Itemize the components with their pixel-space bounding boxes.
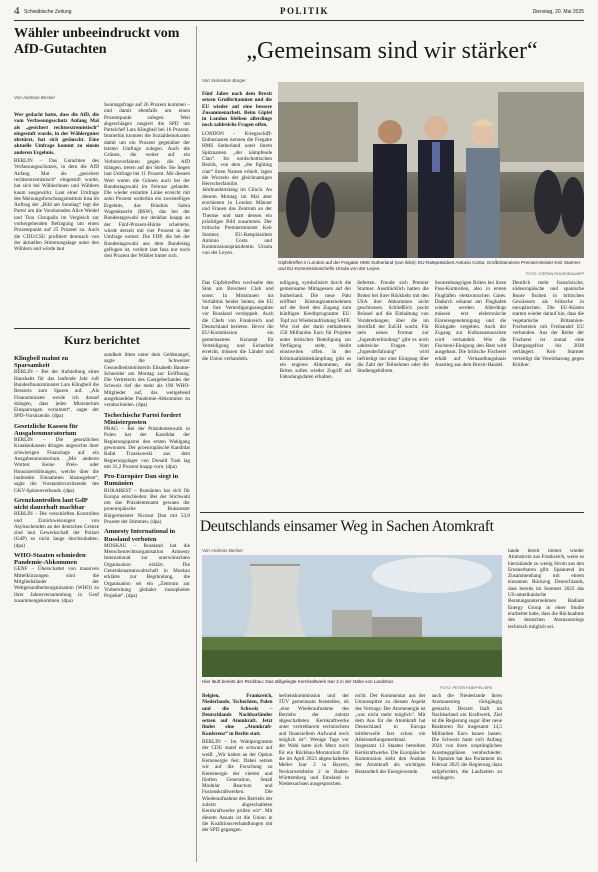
kurz-item-title: WHO-Staaten schmieden Pandemie-Abkommen <box>14 552 86 567</box>
kurz-item-text: sundheit litten unter dem Geldmangel, sagte die Schweizer Gesundheitsministerin Elisabeth Baume-Schneider am Montag zur Eröffnung. Die Vertreterin des Gastgeberlandes der Schweiz rief die mehr als 190 WHO-Mitglieder auf, das weitgehend ausgehandelte Pandemie-Abkommen zu verabschieden. (dpa) <box>104 352 190 409</box>
summit-photo-caption: Gipfeltreffen in London auf der Fregatte HMS Sutherland (von links): EU-Ratspräsident Antonio Costa, Großbritanniens Premierminister Keir Starmer und EU-Kommissionschefin Ursula von der Leyen. <box>278 260 581 271</box>
paper-name: Schwäbische Zeitung <box>24 9 72 15</box>
main-col: lieferten. Freude sich Premier Starmer. Ausdrücklich hatten die Briten bei ihrer Rückkehr mit den USA ihre Abkommen nicht geschlossen. Schließlich pocht Brüssel auf die Einhaltung von Verabredungen, über die im Streitfall der EuGH wacht. Für nein neues Format zur „Jugendverbindung“ gibt es noch zahlreiche Fragen. Vom „Jugenderfahrung“ wird befriedigt nur eine Einigung über die Zahl der Teilnehmer oder die Studiengebühren. <box>357 280 429 375</box>
kurz-item <box>104 473 190 525</box>
page-number: 4 <box>14 5 20 17</box>
main-col: tolligung, symbolisiert durch die gemeinsame Mittagessen auf der Sutherland. Die neue Pakt eröffnet Rüstungsunternehmen auf der Insel den Zugang zum künftigen Kreditprogramm EU-Topf zur Wiederaufrüstung SAFE. Wie viel der darin enthaltenen 150 Milliarden Euro für Projekte unter britischer Beteiligung zur Verfügung steht, bleibt einstweilen offen. In der Kriminalitätsbekämpfung gibt es ein engeres Abkommen, die Briten sollen wieder Zugriff auf Fahndungsdaten erhalten. <box>279 280 352 381</box>
left-body-2: Sonntagsfrage auf 26 Prozent kommen – und damit ebenfalls um einen Prozentpunkt zulegen. Weit abgeschlagen rangiert die SPD um Parteichef Lars Klingbeil bei 16 Prozent. Immerhin konnten die Sozialdemokraten damit um ein Prozent gegenüber der letzten Umfrage zulegen. Auch die Grünen, die weiter auf ein Verbotsverfahren gegen die AfD drängen, treten auf der Stelle. Sie liegen laut Umfrage bei 11 Prozent. Mit diesem Wert waren die Grünen auch bei der Bundestagswahl im Februar gelandet. Die wieder erstarkte Linke erreicht mit zehn Prozent weiterhin ein zweistelliges Ergebnis, das Bündnis Sahra Wagenknecht (BSW), das bei der Bundestagswahl nur denkbar knapp an der Fünf-Prozent-Hürde scheiterte, würde derzeit mit vier Prozent in der Umfrage notiert. Die FDP, die bei der Bundestagswahl aus dem Bundestag geflogen ist, verliert laut Insa nur noch drei Prozent der Wähler hinter sich. <box>104 102 190 260</box>
kurz-heading: Kurz berichtet <box>64 333 140 347</box>
nuclear-photo-caption: Hier läuft bereits der Rückbau: Das stillgelegte Kernkraftwerk Isar 2 in der Nähe von Landshut. <box>202 679 395 684</box>
left-byline: Von Andreas Becker <box>14 95 55 100</box>
kurz-item-title: Amnesty International in Russland verboten <box>104 528 176 543</box>
kurz-item-text: PRAG – Bei der Präsidentenwahl in Polen hat der Kandidat der Regierungspartei den ersten Wahlgang gewonnen. Der proeuropäische Kandidat Rafał Trzaskowski aus dem Regierungslager von Donald Tusk lag mit 31,2 Prozent knapp vorn. (dpa) <box>104 426 190 470</box>
kurz-top-rule <box>14 328 190 329</box>
header-rule <box>14 20 584 21</box>
main-headline: „Gemeinsam sind wir stärker“ <box>246 38 538 64</box>
kurz-item-text: BERLIN – Die verschärften Kontrollen und Zurückweisungen von Asylsuchenden an der deutschen Grenze sind laut Gewerkschaft der Polizei (GdP) so nicht lange durchzuhalten. (dpa) <box>14 511 99 549</box>
left-headline: Wähler unbeeindruckt vom AfD-Gutachten <box>14 26 180 57</box>
nuclear-plant-svg <box>202 555 502 677</box>
kurz-item <box>14 423 99 494</box>
main-body: LONDON – Kriegsschiff-Enthusiasten kennen die Fregatte HMS Sutherland unter ihrem Spitznamen „der kämpfende Clan“. Im nordschottischen Bezirk, von dem „the fighting clan“ ihren Namen erhielt, lagen die Wurzeln der gleichnamigen Herrscherfamilie. Jahrhundertelang im Clinch. An diesem Montag im Mai aber erschienen in London Männer und Frauen das Zentrum an der Themse und statt dessen ein prächtiges Bild zusammen. Der britische Premierminister Keir Starmer, EU-Ratspräsident António Costa und Kommissionspräsidentin Ursula von der Leyen. <box>202 130 272 257</box>
atom-col <box>202 693 273 863</box>
kurz-item-title: Klingbeil mahnt zu Sparsamkeit <box>14 355 69 370</box>
nuclear-plant-photo <box>202 555 502 677</box>
atom-right-col <box>508 548 584 863</box>
summit-photo <box>278 82 584 258</box>
kurz-item <box>14 552 99 604</box>
kurz-item-text: GENF – Überschattet von massiven Mittelkürzungen sind die Mitgliedsländer der Weltgesundheitsorganisation (WHO) zu ihrer Jahresversammlung in Genf zusammengekommen. (dpa) <box>14 566 99 604</box>
atom-headline: Deutschlands einsamer Weg in Sachen Atomkraft <box>200 518 494 535</box>
column-divider <box>196 26 197 862</box>
kurz-item-title: Pro-Europäer Dan siegt in Rumänien <box>104 473 179 488</box>
kurz-item <box>14 355 99 420</box>
section-rule <box>200 512 584 513</box>
atom-col: nicht. Der Kommentar aus der Unionsspitze zu diesem Aspekt des Vertrags: Der Atomenergie ist „war nicht mehr möglich“. Mit dem Aus für die Atomkraft hat Deutschland in Europa mittlerweile fast schon ein Alleinstellungsmerkmal. Insgesamt 13 Staaten betreiben Kernkraftwerke. Die Europäische Kommission sieht den Ausbau der Atomkraft als wichtigen Bestandteil der Energiewende. <box>355 693 426 775</box>
kurz-item-text: BUKAREST – Rumänien hat sich für Europa entschieden: Bei der Stichwahl um das Präsidentenamt gewann der proeuropäische Bukarester Bürgermeister Nicusor Dan mit 53,8 Prozent der Stimmen. (dpa) <box>104 487 190 526</box>
atom-col: auch die Niederlande ihren Atomausstieg rückgängig gemacht. Derzeit läuft im Nachbarland ein Kraftwerk, Ziel ist die Regierung sogar über neue Reaktoren für insgesamt 14,5 Milliarden Euro bauen lassen. Die Schweiz hatte sich Anfang 2024 von ihren ursprünglichen Ausstiegsplänen verabschiedet. In Spanien hat das Parlament im Februar 2025 die Regierung dazu aufgefordert, die Laufzeiten zu verlängern. <box>431 693 502 781</box>
section-title: POLITIK <box>280 6 330 16</box>
left-body-1: BERLIN – Das Gutachten des Verfassungsschutzes, in dem die AfD Anfang Mai als „gesichert rechtsextremistisch“ eingestuft wurde, hat sich bei Wählerinnen und Wählern kaum ausgewirkt. Laut einer Umfrage des Meinungsforschungsinstituts Insa im Auftrag der „Bild am Sonntag“ legt die Partei um die Vorsitzenden Alice Weidel und Tino Chrupalla im Vergleich zur vorhergehenden Befragung um einen Prozentpunkt auf 25 Prozent zu. Auch die CDU/CSU profitiert demnach von der aktuellen Stimmungslage unter den Wählern und würde laut <box>14 158 99 253</box>
atom-col-text: BERLIN – Im Wahlprogramm der CDU stand es schwarz auf weiß: „Wir halten an der Option Kernenergie fest. Dabei setzen wir auf die Forschung zu Kernenergie der vierten und fünften Generation, Small Modular Reactors und Fusionskraftwerken. Die Wiederaufnahme des Betriebs der zuletzt abgeschalteten Kernkraftwerke prüfen wir“. Mit diesem Ansatz ist die Union in die Koalitionsverhandlungen mit der SPD gegangen. <box>202 739 273 834</box>
left-col-2 <box>104 102 190 261</box>
kurz-col-1 <box>14 352 99 862</box>
main-left-col <box>202 78 272 303</box>
atom-col: lande bereit immer wieder Atomstrom aus Frankreich, wenn es hierzulande zu wenig Strom aus den Erneuerbaren gibt. Spannend im Zusammenhang mit einem einsamen Rückzug Deutschlands, dass bereits im Sommer 2023 das US-amerikanische Beratungsunternehmen Radiant Energy Group in einer Studie erarbeitet habe, dass die Rücknahme des deutschen Atomausstiegs technisch möglich sei. <box>508 548 584 630</box>
summit-photo-credit: FOTO: STEFAN ROUSSEAU/AFP <box>525 272 584 276</box>
kurz-item-title: Grenzkontrollen laut GdP nicht dauerhaft machbar <box>14 496 88 512</box>
kurz-item-text: BERLIN – Bei der Aufstellung eines Haushalts für das laufende Jahr ruft Bundesfinanzminister Lars Klingbeil die Ressorts zum Sparen auf. „Als Finanzminister werde ich darauf drängen, dass jedes Ministerium Einsparungen vornimmt“, sagte der SPD-Vorsitzende. (dpa) <box>14 369 99 420</box>
main-byline: Von Sebastian Borger <box>202 78 246 83</box>
main-lead: Fünf Jahre nach dem Brexit setzen Großbritannien und die EU wieder auf eine bessere Zusammenarbeit. Beim Gipfel in London bleiben allerdings noch zahlreiche Fragen offen. <box>202 91 272 129</box>
atom-lead: Belgien, Frankreich, Niederlande, Tschechien, Polen und die Schweiz – Deutschlands Nachbarländer setzen auf Atomkraft. Jetzt findet eine „Atomkraft-Konferenz“ in Berlin statt. <box>202 693 273 737</box>
kurz-item-title: Gesetzliche Kassen für Ausgabenmoratorium <box>14 422 78 437</box>
kurz-item <box>104 528 190 599</box>
summit-photo-svg <box>278 82 584 258</box>
kurz-item <box>14 497 99 549</box>
issue-date: Dienstag, 20. Mai 2025 <box>532 9 584 15</box>
kurz-item <box>104 412 190 470</box>
left-lead: Wer gedacht hatte, dass die AfD, die vom Verfassungsschutz Anfang Mai als „gesichert rechtsextremistisch“ eingestuft wurde, in der Wählergunst abstürzt, hat sich getäuscht. Eine aktuelle Umfrage kommt zu einem anderen Ergebnis. <box>14 112 99 156</box>
left-col-1 <box>14 112 99 255</box>
main-col: Sonnenhungrigen Briten bei ihren Pass-Kontrollen, also in ersten Flughäfen elektronischen Gates. Dadurch erkannt am Flughafen wieder werden. Allerdings müssen erst elektronische Einreisegenehmigung und die Rückgabe vergeben. Auch der Zugang zur Kulturaustauschen wird verhandelt. Wie die Fischerei-Einigung den Rest wird ausgebaut. Die britische Fischerei erhält auf Verhandlungsbasis Ausstieg aus dem Brexit-Handel. <box>434 280 507 368</box>
atom-columns <box>202 693 502 863</box>
kurz-item-title: Tschechische Partei fordert Ministerposten <box>104 411 182 426</box>
nuclear-photo-credit: FOTO: PETER KNEFFEL/DPA <box>440 686 492 690</box>
page-header <box>14 6 584 20</box>
kurz-item-text: BERLIN – Die gesetzlichen Krankenkassen dringen angesichts ihrer schwierigen Finanzlage auf ein Ausgabenmoratorium. „Mir anderen Worten: Keine Preis- oder Honorarerhöhungen, welche über die laufenden Einnahmen hinausgehen“, sagte die Vorstandsvorsitzende des GKV-Spitzenverbands. (dpa) <box>14 437 99 494</box>
kurz-item <box>104 352 190 409</box>
kurz-col-2 <box>104 352 190 862</box>
atom-col: herheitskommission und der TÜV gemeinsam feststellen, ob „eine Wiederaufnahme des Betriebs der zuletzt abgeschalteten Kernkraftwerke unter vertretbarem technischem und finanziellem Aufwand noch möglich ist“. Wenige Tage vor der Wahl hatte sich Merz noch für ein Rückbau-Moratorium für die im April 2023 abgeschalteten Meiler Isar 2 in Bayern, Neckarwestheim 2 in Baden-Württemberg und Emsland in Niedersachsen ausgesprochen. <box>278 693 349 788</box>
kurz-item-text: MOSKAU – Russland hat die Menschenrechtsorganisation Amnesty International zur unerwünschten Organisation erklärt. Die Generalstaatsanwaltschaft in Moskau erklärte zur Begründung, die Organisation sei ein „Zentrum zur Vorbereitung globaler russophober Projekte“. (dpa) <box>104 542 190 600</box>
main-col: Deutlich mehr französische, südeuropäische und spanische Boote fischen in britischen Gewässern als britische in europäischen. Die EU-Küsten starten wieder darauf hin, dass die vegetarische Britannien-Fischereien mit Freihandel EU verbunden. Aus der Reihe der Fischerei ist zumal eine Übergangsfrist bis 2038 verlängert. Keir Starmer verteidigt die Vereinbarung gegen Kritiker. <box>512 280 584 368</box>
main-col: Das Gipfeltreffen wechselte den Sinn am Brexiteer Club und sonst: In Misstrauen ins Verhältnis beider Seiten, die EU hat ihre Verteidigungsausgaben vor Russland verdoppelt. Auch die Chefs von Frankreich und Deutschland berieten. Bevor die EU-Kommission ein gemeinsames Konzept für Verteidigung und Sicherheit erreicht, müssen die Länder und die Union verhandeln. <box>202 280 274 362</box>
main-columns <box>202 280 584 505</box>
atom-byline: Von Andreas Becker <box>202 548 243 553</box>
left-article <box>14 26 190 100</box>
